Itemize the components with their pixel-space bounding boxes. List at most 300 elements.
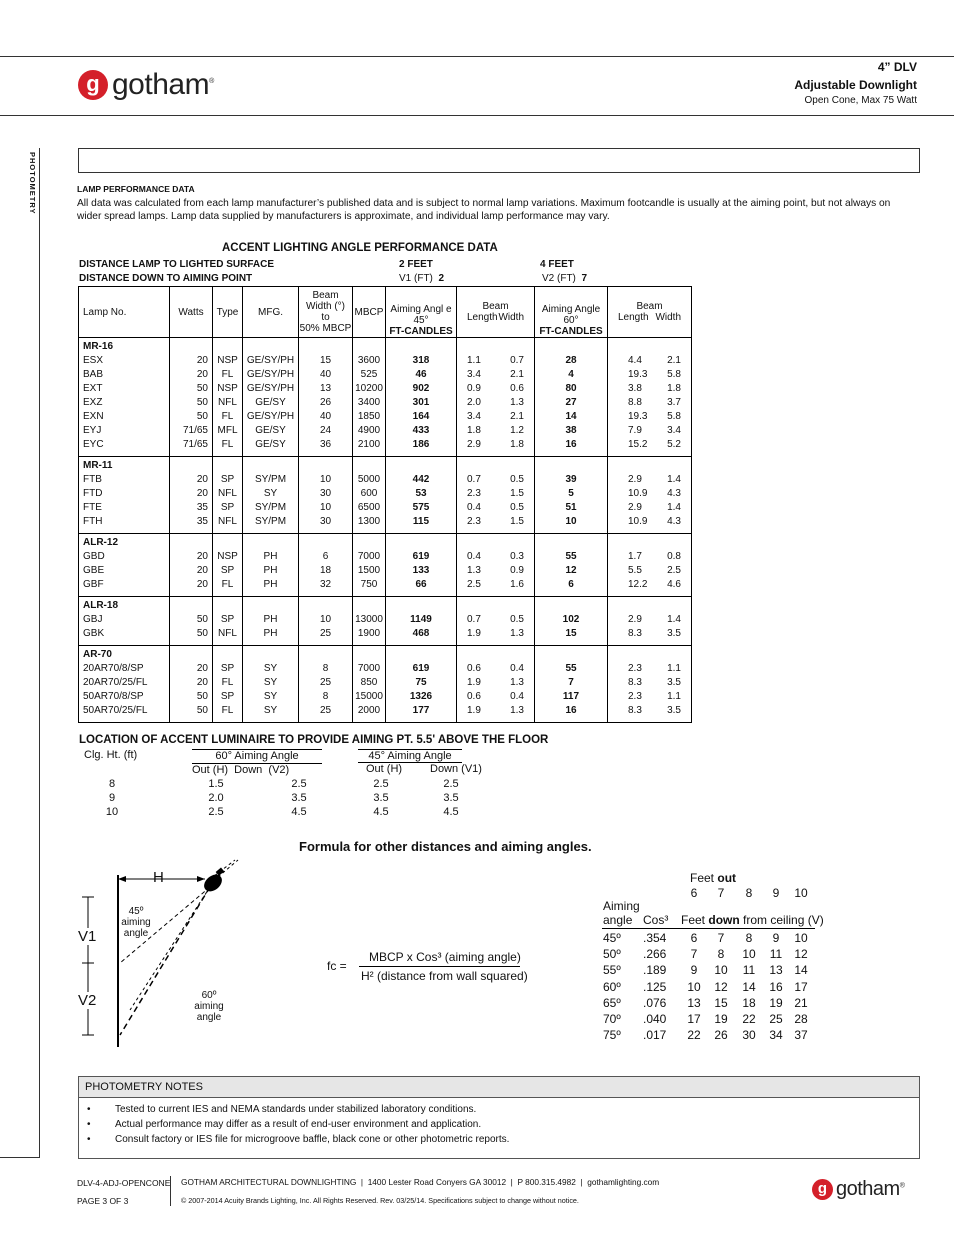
note-item: • Consult factory or IES file for microgroove baffle, black cone or other photometric reports.	[87, 1134, 510, 1145]
location-cell: 4.5	[373, 806, 389, 818]
col-mfg: MFG.	[243, 287, 299, 338]
lamp-no: FTD	[83, 488, 103, 499]
footer-logo	[812, 1178, 904, 1201]
beam-width: 30	[319, 516, 332, 527]
lamp-no: GBF	[83, 579, 104, 590]
table-cell	[353, 534, 386, 597]
mfg: SY/PM	[254, 516, 287, 527]
beam-width: 6	[322, 551, 329, 562]
table-cell	[457, 457, 535, 534]
type: NFL	[218, 488, 237, 499]
feet-cell: 14	[794, 963, 808, 978]
beam-1-length: 2.5	[467, 579, 481, 590]
mbcp: 7000	[357, 663, 381, 674]
fc-45: 468	[412, 628, 430, 639]
feet-table-rule	[602, 928, 815, 929]
feet-cell: 6	[690, 931, 698, 945]
beam-2	[608, 627, 691, 641]
lamp-no: FTE	[83, 502, 102, 513]
type: FL	[221, 677, 234, 688]
beam-1	[457, 368, 534, 382]
feet-cell: 37	[794, 1028, 808, 1043]
type: SP	[220, 565, 235, 576]
beam-2-width: 1.1	[667, 691, 681, 702]
feet-cell: 18	[742, 995, 756, 1010]
watts: 20	[196, 474, 208, 485]
beam-1-width: 1.3	[510, 628, 524, 639]
accent-title: ACCENT LIGHTING ANGLE PERFORMANCE DATA	[222, 242, 498, 254]
watts: 35	[196, 516, 208, 527]
fc-60: 10	[565, 516, 577, 527]
beam-1-width: 0.9	[510, 565, 524, 576]
beam-1	[457, 550, 534, 564]
feet-cell: 14	[742, 979, 756, 994]
beam-1-width: 1.3	[510, 677, 524, 688]
angle-label: angle	[603, 913, 633, 927]
fc-60: 102	[562, 614, 580, 625]
beam-1-length: 0.4	[467, 551, 481, 562]
beam-1-width: 1.5	[510, 516, 524, 527]
beam-2-width: 1.1	[667, 663, 681, 674]
beam-1	[457, 487, 534, 501]
beam-2-width: 5.2	[667, 439, 681, 450]
beam-1-width: 0.7	[510, 355, 524, 366]
type: MFL	[217, 425, 238, 436]
type: FL	[221, 705, 234, 716]
beam-1	[457, 578, 534, 592]
beam-1-length: 0.9	[467, 383, 481, 394]
beam-2	[608, 515, 691, 529]
beam-1	[457, 704, 534, 718]
watts: 20	[196, 677, 208, 688]
watts: 50	[196, 614, 208, 625]
beam-1-width: 1.5	[510, 488, 524, 499]
table-cell	[353, 597, 386, 646]
lamp-icon	[201, 871, 225, 895]
mbcp: 4900	[357, 425, 381, 436]
beam-2-width: 3.5	[667, 677, 681, 688]
fc-60: 51	[565, 502, 577, 513]
formula-denominator: H² (distance from wall squared)	[361, 969, 528, 983]
col-lamp: Lamp No.	[79, 287, 170, 338]
beam-1	[457, 564, 534, 578]
footer-code: DLV-4-ADJ-OPENCONE	[77, 1178, 171, 1188]
type: NSP	[217, 355, 238, 366]
lamp-no: EXZ	[83, 397, 103, 408]
lamp-no: 50AR70/25/FL	[83, 705, 148, 716]
beam-width: 13	[319, 383, 332, 394]
feet-cell: 60º	[603, 979, 621, 994]
col-aim60: Aiming Angle 60° FT-CANDLES	[535, 287, 608, 338]
type: NFL	[218, 397, 237, 408]
beam-2-length: 2.3	[628, 663, 642, 674]
table-cell	[457, 646, 535, 723]
beam-width: 40	[319, 411, 332, 422]
feet-cell: 45º	[603, 931, 621, 945]
feet-out-label: Feet out	[690, 871, 737, 885]
dist-down-label: DISTANCE DOWN TO AIMING POINT	[79, 273, 253, 284]
type: FL	[221, 439, 234, 450]
feet-cell: 12	[794, 947, 808, 962]
photometry-notes	[78, 1076, 920, 1159]
watts: 71/65	[182, 439, 208, 450]
lamp-mount-icon	[216, 868, 225, 876]
fc-45: 318	[412, 355, 430, 366]
notes-list	[79, 1102, 919, 1147]
fc-60: 55	[565, 551, 577, 562]
beam-2-length: 8.3	[628, 705, 642, 716]
beam-width: 8	[322, 691, 329, 702]
beam-2-width: 4.3	[667, 488, 681, 499]
fc-45: 301	[412, 397, 430, 408]
mbcp: 15000	[355, 691, 383, 702]
fc-45: 66	[415, 579, 427, 590]
feet-cell: 7	[717, 931, 725, 945]
location-cell: 2.5	[291, 778, 307, 790]
table-cell	[386, 597, 457, 646]
mfg: GE/SY/PH	[246, 411, 295, 422]
lamp-no: FTH	[83, 516, 103, 527]
location-45-down: Down (V1)	[430, 763, 482, 775]
beam-1	[457, 438, 534, 452]
table-cell	[299, 646, 353, 723]
fc-60: 5	[568, 488, 574, 499]
watts: 50	[196, 411, 208, 422]
header-logo	[78, 68, 214, 102]
watts: 20	[196, 369, 208, 380]
beam-width: 15	[319, 355, 332, 366]
fc-60: 27	[565, 397, 577, 408]
beam-2-length: 19.3	[628, 369, 648, 380]
diagram-v2-label: V2	[78, 992, 97, 1009]
fc-60: 28	[565, 355, 577, 366]
watts: 50	[196, 705, 208, 716]
beam-1-width: 0.5	[510, 614, 524, 625]
fc-45: 433	[412, 425, 430, 436]
watts: 35	[196, 502, 208, 513]
mfg: SY/PM	[254, 474, 287, 485]
lamp-perf-heading: LAMP PERFORMANCE DATA	[77, 184, 195, 194]
beam-width: 10	[319, 474, 332, 485]
feet-cell: 16	[769, 979, 783, 994]
beam-width: 24	[319, 425, 332, 436]
feet-out-value: 10	[794, 886, 808, 900]
fc-45: 177	[412, 705, 430, 716]
mfg: PH	[263, 551, 278, 562]
group-name: ALR-18	[83, 600, 119, 611]
type: FL	[221, 411, 234, 422]
col-type: Type	[213, 287, 243, 338]
feet-cell: .125	[643, 979, 667, 994]
table-cell	[457, 338, 535, 457]
mfg: SY	[263, 488, 278, 499]
feet-out-value: 7	[717, 886, 725, 900]
table-cell	[299, 338, 353, 457]
feet-cell: 11	[742, 963, 756, 978]
beam-2-length: 10.9	[628, 488, 648, 499]
beam-2-width: 5.8	[667, 411, 681, 422]
beam-1-length: 1.1	[467, 355, 481, 366]
mbcp: 600	[360, 488, 378, 499]
beam-width: 10	[319, 502, 332, 513]
fc-60: 38	[565, 425, 577, 436]
lamp-no: GBJ	[83, 614, 103, 625]
watts: 50	[196, 628, 208, 639]
beam-2-length: 2.9	[628, 474, 642, 485]
location-cell: 8	[108, 778, 116, 790]
fc-60: 14	[565, 411, 577, 422]
location-60-sub: Out (H) Down (V2)	[192, 763, 322, 776]
watts: 20	[196, 355, 208, 366]
feet-cell: 11	[769, 947, 783, 962]
beam-1	[457, 410, 534, 424]
beam-2	[608, 676, 691, 690]
feet-cell: 8	[745, 931, 753, 945]
feet-cell: 9	[690, 963, 698, 978]
header-rule	[0, 115, 954, 116]
feet-cell: 9	[772, 931, 780, 945]
footer-logo-text: gotham®	[836, 1178, 905, 1200]
feet-cell: .017	[643, 1028, 667, 1043]
mfg: GE/SY/PH	[246, 383, 295, 394]
beam-width: 8	[322, 663, 329, 674]
mfg: PH	[263, 614, 278, 625]
table-cell	[457, 597, 535, 646]
watts: 71/65	[182, 425, 208, 436]
table-cell	[299, 457, 353, 534]
beam-1-length: 0.7	[467, 474, 481, 485]
location-cell: 4.5	[291, 806, 307, 818]
beam-1	[457, 613, 534, 627]
d1-feet: 2 FEET	[399, 259, 433, 270]
beam-width: 36	[319, 439, 332, 450]
fc-60: 117	[562, 691, 580, 702]
type: FL	[221, 369, 234, 380]
mbcp: 10200	[355, 383, 383, 394]
diagram-45-label: 45º aiming angle	[121, 906, 151, 939]
table-row-group	[79, 646, 692, 723]
beam-1	[457, 662, 534, 676]
table-cell	[299, 534, 353, 597]
beam-1-length: 0.7	[467, 614, 481, 625]
table-cell	[213, 457, 243, 534]
mfg: GE/SY/PH	[246, 369, 295, 380]
table-cell	[457, 534, 535, 597]
table-row-group	[79, 597, 692, 646]
watts: 20	[196, 551, 208, 562]
watts: 20	[196, 565, 208, 576]
beam-1-width: 0.5	[510, 474, 524, 485]
beam-1	[457, 627, 534, 641]
beam-1-length: 3.4	[467, 369, 481, 380]
beam-2-width: 1.4	[667, 502, 681, 513]
mbcp: 3400	[357, 397, 381, 408]
mbcp: 1500	[357, 565, 381, 576]
aiming-label: Aiming	[603, 899, 640, 913]
mfg: GE/SY/PH	[246, 355, 295, 366]
location-45-sub-rule	[358, 762, 462, 763]
feet-cell: 15	[714, 995, 728, 1010]
location-cell: 3.5	[291, 792, 307, 804]
type: NFL	[218, 628, 237, 639]
table-cell	[170, 646, 213, 723]
feet-cell: 17	[687, 1012, 701, 1026]
beam-2	[608, 473, 691, 487]
mbcp: 5000	[357, 474, 381, 485]
location-cell: 3.5	[373, 792, 389, 804]
fc-45: 619	[412, 551, 430, 562]
beam-2-length: 8.3	[628, 628, 642, 639]
footer-page: PAGE 3 OF 3	[77, 1196, 129, 1206]
beam-1-length: 0.6	[467, 691, 481, 702]
beam-width: 25	[319, 628, 332, 639]
type: SP	[220, 663, 235, 674]
lamp-perf-text: All data was calculated from each lamp manufacturer’s published data and is subject to normal lamp variations. Maximum footcandle is usually at the aiming point, but not always on wider spread lamps. Lamp data supplied by manufacturers is approximate, and individual lamp performance may vary.	[77, 198, 891, 222]
table-cell	[243, 457, 299, 534]
location-cell: 3.5	[443, 792, 459, 804]
feet-cell: .040	[643, 1012, 667, 1026]
mbcp: 6500	[357, 502, 381, 513]
location-title: LOCATION OF ACCENT LUMINAIRE TO PROVIDE AIMING PT. 5.5' ABOVE THE FLOOR	[79, 734, 549, 746]
beam-1-width: 0.6	[510, 383, 524, 394]
group-name: MR-16	[83, 341, 114, 352]
table-cell	[299, 597, 353, 646]
type: FL	[221, 579, 234, 590]
watts: 50	[196, 691, 208, 702]
location-cell: 2.0	[208, 792, 224, 804]
feet-cell: 26	[714, 1028, 728, 1043]
lamp-no: 20AR70/8/SP	[83, 663, 144, 674]
type: SP	[220, 691, 235, 702]
d2-v: V2 (FT) 7	[542, 273, 588, 284]
footer-copyright: © 2007-2014 Acuity Brands Lighting, Inc. All Rights Reserved. Rev. 03/25/14. Specifications subject to change without notice.	[181, 1196, 579, 1205]
mbcp: 1900	[357, 628, 381, 639]
beam-1-length: 2.3	[467, 488, 481, 499]
feet-cell: 12	[714, 979, 728, 994]
watts: 50	[196, 383, 208, 394]
mfg: SY	[263, 691, 278, 702]
fc-45: 1326	[409, 691, 433, 702]
lamp-no: BAB	[83, 369, 104, 380]
mbcp: 1300	[357, 516, 381, 527]
fc-60: 80	[565, 383, 577, 394]
d2-feet: 4 FEET	[540, 259, 574, 270]
table-cell	[79, 457, 170, 534]
formula-numerator: MBCP x Cos³ (aiming angle)	[369, 950, 521, 964]
table-cell	[243, 597, 299, 646]
feet-cell: 13	[769, 963, 783, 978]
table-cell	[243, 646, 299, 723]
beam-1-length: 0.4	[467, 502, 481, 513]
feet-cell: 55º	[603, 963, 621, 978]
beam-2-length: 2.9	[628, 502, 642, 513]
accent-performance-table	[78, 286, 692, 723]
beam-2-length: 19.3	[628, 411, 648, 422]
feet-cell: 30	[742, 1028, 756, 1043]
table-cell	[608, 338, 692, 457]
location-cell: 10	[105, 806, 119, 818]
beam-1-length: 2.3	[467, 516, 481, 527]
mfg: SY	[263, 677, 278, 688]
fc-60: 12	[565, 565, 577, 576]
col-mbcp: MBCP	[353, 287, 386, 338]
beam-2	[608, 438, 691, 452]
sidebar-label: PHOTOMETRY	[28, 152, 37, 215]
table-cell	[170, 338, 213, 457]
table-cell	[213, 338, 243, 457]
table-cell	[608, 646, 692, 723]
beam-1-width: 1.3	[510, 705, 524, 716]
beam-2-width: 0.8	[667, 551, 681, 562]
table-cell	[79, 338, 170, 457]
dist-lamp-label: DISTANCE LAMP TO LIGHTED SURFACE	[79, 259, 275, 270]
location-cell: 2.5	[208, 806, 224, 818]
beam-1	[457, 354, 534, 368]
fc-60: 55	[565, 663, 577, 674]
lamp-no: GBE	[83, 565, 105, 576]
table-cell	[353, 338, 386, 457]
footer-divider	[170, 1176, 171, 1206]
beam-2-length: 4.4	[628, 355, 642, 366]
table-cell	[608, 534, 692, 597]
feet-cell: 7	[690, 947, 698, 962]
feet-cell: .189	[643, 963, 667, 978]
col-aim45: Aiming Angl e 45° FT-CANDLES	[386, 287, 457, 338]
beam-2	[608, 564, 691, 578]
beam-width: 25	[319, 677, 332, 688]
beam-width: 30	[319, 488, 332, 499]
location-clg-header: Clg. Ht. (ft)	[84, 749, 138, 761]
formula-title: Formula for other distances and aiming angles.	[299, 839, 592, 854]
location-60-header: 60° Aiming Angle	[192, 749, 322, 762]
fc-45: 1149	[410, 614, 432, 625]
beam-1	[457, 424, 534, 438]
location-cell: 4.5	[443, 806, 459, 818]
type: NSP	[217, 551, 238, 562]
beam-1-width: 2.1	[510, 411, 524, 422]
beam-1	[457, 676, 534, 690]
beam-2-width: 1.8	[667, 383, 681, 394]
table-cell	[386, 338, 457, 457]
mbcp: 13000	[355, 614, 383, 625]
formula-fc: fc =	[327, 959, 347, 973]
location-cell: 2.5	[373, 778, 389, 790]
mfg: GE/SY	[255, 425, 286, 436]
beam-2	[608, 354, 691, 368]
fc-45: 902	[412, 383, 430, 394]
beam-2	[608, 613, 691, 627]
beam-2-width: 1.4	[667, 474, 681, 485]
page-subtitle: Adjustable Downlight	[794, 78, 917, 92]
watts: 50	[196, 397, 208, 408]
feet-cell: 10	[794, 931, 808, 945]
logo-g-icon: g	[78, 70, 108, 100]
fc-45: 164	[412, 411, 430, 422]
sidebar-rule	[39, 148, 40, 1158]
beam-1-width: 1.2	[510, 425, 524, 436]
beam-1	[457, 396, 534, 410]
beam-1-length: 2.9	[467, 439, 481, 450]
mbcp: 7000	[357, 551, 381, 562]
beam-2-length: 15.2	[628, 439, 648, 450]
fc-45: 133	[412, 565, 430, 576]
cos-label: Cos³	[643, 913, 669, 927]
mbcp: 525	[360, 369, 378, 380]
lamp-no: GBD	[83, 551, 105, 562]
feet-cell: 19	[769, 995, 783, 1010]
type: SP	[220, 502, 235, 513]
table-cell	[243, 338, 299, 457]
